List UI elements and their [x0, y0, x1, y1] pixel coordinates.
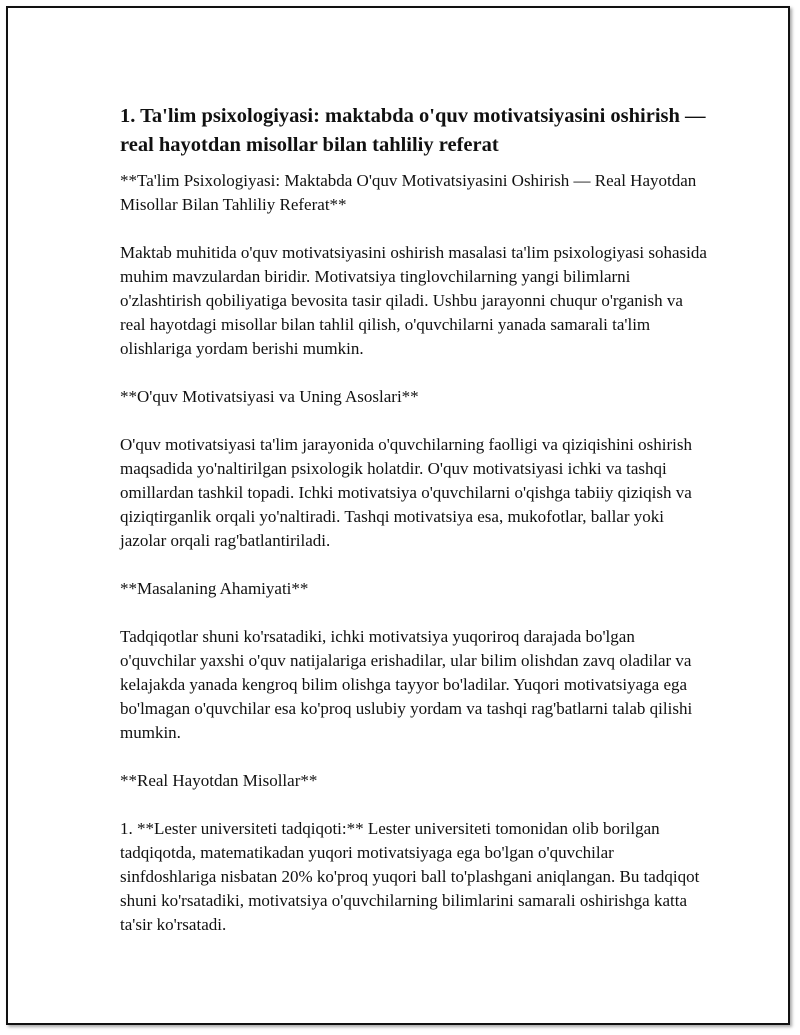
report-heading: **Ta'lim Psixologiyasi: Maktabda O'quv Motivatsiyasini Oshirish — Real Hayotdan Misollar Bilan Tahliliy Referat**: [120, 171, 697, 214]
document-title: 1. Ta'lim psixologiyasi: maktabda o'quv motivatsiyasini oshirish — real hayotdan misollar bilan tahliliy referat: [120, 105, 706, 156]
section-heading-examples: **Real Hayotdan Misollar**: [120, 771, 318, 790]
intro-paragraph: Maktab muhitida o'quv motivatsiyasini oshirish masalasi ta'lim psixologiyasi sohasida muhim mavzulardan biridir. Motivatsiya tinglovchilarning yangi bilimlarni o'zlashtirish qobiliyatiga bevosita tasir qiladi. Ushbu jarayonni chuqur o'rganish va real hayotdagi misollar bilan tahlil qilish, o'quvchilarni yanada samarali ta'lim olishlariga yordam berishi mumkin.: [120, 243, 707, 358]
example-paragraph-1: 1. **Lester universiteti tadqiqoti:** Lester universiteti tomonidan olib borilgan tadqiqotda, matematikadan yuqori motivatsiyaga ega bo'lgan o'quvchilar sinfdoshlariga nisbatan 20% ko'proq yuqori ball to'plashgani aniqlangan. Bu tadqiqot shuni ko'rsatadiki, motivatsiya o'quvchilarning bilimlarini samarali oshirishga katta ta'sir ko'rsatadi.: [120, 819, 700, 934]
section-heading-importance: **Masalaning Ahamiyati**: [120, 579, 309, 598]
section-heading-basics: **O'quv Motivatsiyasi va Uning Asoslari**: [120, 387, 419, 406]
basics-paragraph: O'quv motivatsiyasi ta'lim jarayonida o'quvchilarning faolligi va qiziqishini oshirish maqsadida yo'naltirilgan psixologik holatdir. O'quv motivatsiyasi ichki va tashqi omillardan tashkil topadi. Ichki motivatsiya o'quvchilarni o'qishga tabiiy qiziqish va qiziqtirganlik orqali yo'naltiradi. Tashqi motivatsiya esa, mukofotlar, ballar yoki jazolar orqali rag'batlantiriladi.: [120, 435, 692, 550]
document-page: [6, 6, 790, 1025]
document-body: [120, 102, 710, 961]
importance-paragraph: Tadqiqotlar shuni ko'rsatadiki, ichki motivatsiya yuqoriroq darajada bo'lgan o'quvchilar yaxshi o'quv natijalariga erishadilar, ular bilim olishdan zavq oladilar va kelajakda yanada kengroq bilim olishga tayyor bo'ladilar. Yuqori motivatsiyaga ega bo'lmagan o'quvchilar esa ko'proq uslubiy yordam va tashqi rag'batlarni talab qilishi mumkin.: [120, 627, 693, 742]
